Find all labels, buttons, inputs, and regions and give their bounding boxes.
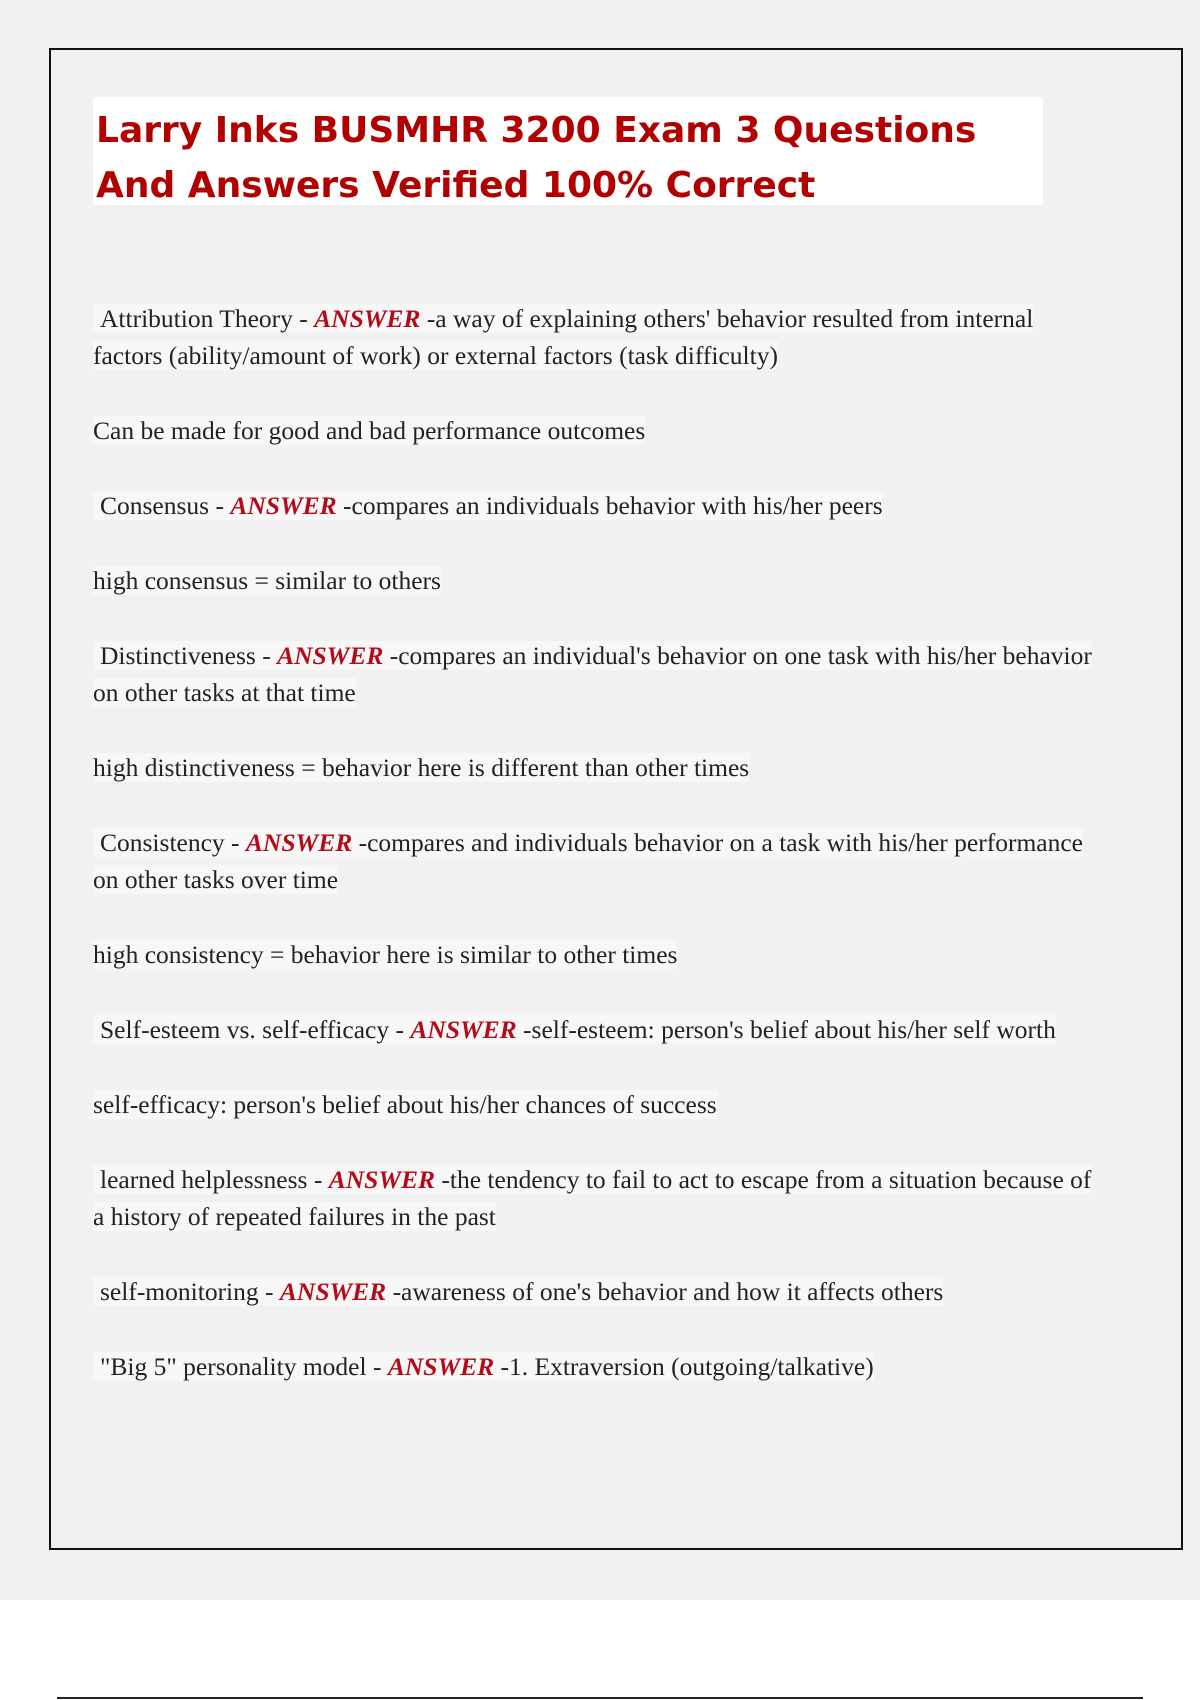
qa-answer: -a way of explaining others' behavior resulted from internal factors (ability/amount of work) or external factors (task difficulty) xyxy=(93,304,1034,370)
answer-marker: ANSWER xyxy=(279,1277,387,1306)
qa-term: "Big 5" personality model xyxy=(100,1352,367,1381)
answer-marker: ANSWER xyxy=(328,1165,436,1194)
document-title: Larry Inks BUSMHR 3200 Exam 3 Questions And Answers Verified 100% Correct xyxy=(96,110,977,206)
qa-entry xyxy=(93,1273,1093,1310)
qa-separator: - xyxy=(255,641,278,670)
qa-answer: -compares an individual's behavior on one task with his/her behavior on other tasks at that time xyxy=(93,641,1092,707)
answer-marker: ANSWER xyxy=(230,491,337,520)
qa-separator: - xyxy=(292,304,315,333)
qa-separator: - xyxy=(307,1165,329,1194)
qa-answer: -awareness of one's behavior and how it affects others xyxy=(392,1277,944,1306)
footer-divider xyxy=(57,1697,1143,1699)
qa-separator: - xyxy=(366,1352,388,1381)
qa-separator: - xyxy=(389,1015,411,1044)
qa-answer: -self-esteem: person's belief about his/her self worth xyxy=(523,1015,1056,1044)
qa-note xyxy=(93,412,1093,449)
qa-note-text: Can be made for good and bad performance outcomes xyxy=(93,416,646,445)
qa-entry xyxy=(93,824,1093,898)
qa-note xyxy=(93,562,1093,599)
qa-term: self-monitoring xyxy=(100,1277,259,1306)
qa-note-text: high distinctiveness = behavior here is different than other times xyxy=(93,753,750,782)
answer-marker: ANSWER xyxy=(245,828,353,857)
qa-entry xyxy=(93,1348,1093,1385)
qa-separator: - xyxy=(224,828,246,857)
qa-entry xyxy=(93,300,1093,374)
qa-answer: -compares an individuals behavior with his/her peers xyxy=(343,491,883,520)
qa-term: Distinctiveness xyxy=(100,641,256,670)
qa-note xyxy=(93,749,1093,786)
qa-entry xyxy=(93,1161,1093,1235)
answer-marker: ANSWER xyxy=(314,304,421,333)
qa-separator: - xyxy=(209,491,231,520)
qa-note xyxy=(93,936,1093,973)
qa-entry xyxy=(93,487,1093,524)
title-box xyxy=(93,97,1043,205)
qa-term: Consistency xyxy=(100,828,225,857)
qa-term: Self-esteem vs. self-efficacy xyxy=(100,1015,390,1044)
qa-answer: -the tendency to fail to act to escape from a situation because of a history of repeated failures in the past xyxy=(93,1165,1092,1231)
qa-answer: -1. Extraversion (outgoing/talkative) xyxy=(500,1352,874,1381)
answer-marker: ANSWER xyxy=(277,641,384,670)
qa-entry xyxy=(93,637,1093,711)
qa-note-text: high consistency = behavior here is similar to other times xyxy=(93,940,678,969)
qa-answer: -compares and individuals behavior on a task with his/her performance on other tasks over time xyxy=(93,828,1083,894)
qa-term: learned helplessness xyxy=(100,1165,308,1194)
qa-list xyxy=(93,300,1093,1423)
qa-note xyxy=(93,1086,1093,1123)
qa-term: Consensus xyxy=(100,491,210,520)
qa-note-text: self-efficacy: person's belief about his/her chances of success xyxy=(93,1090,717,1119)
answer-marker: ANSWER xyxy=(387,1352,495,1381)
qa-term: Attribution Theory xyxy=(100,304,293,333)
answer-marker: ANSWER xyxy=(410,1015,517,1044)
qa-note-text: high consensus = similar to others xyxy=(93,566,441,595)
qa-separator: - xyxy=(258,1277,280,1306)
qa-entry xyxy=(93,1011,1093,1048)
